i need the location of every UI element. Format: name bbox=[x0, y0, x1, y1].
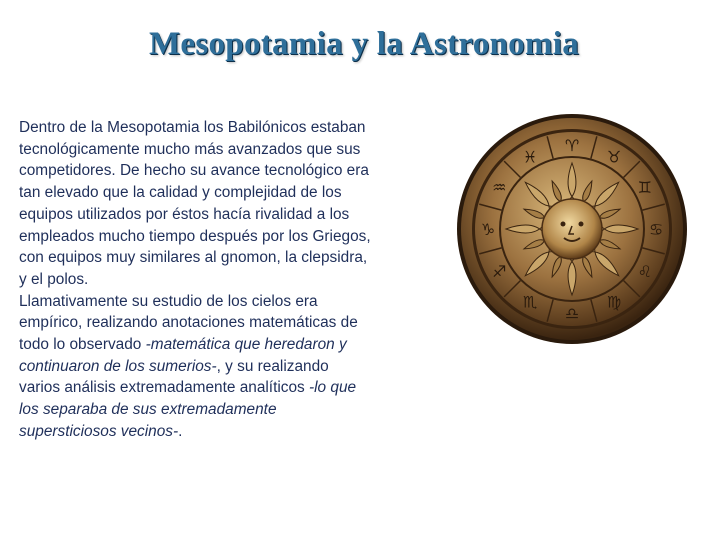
zodiac-glyph: ♋ bbox=[648, 220, 664, 239]
paragraph-2-text-b: , y su realizando varios análisis extremadamente analíticos bbox=[19, 357, 329, 397]
zodiac-glyph: ♍ bbox=[606, 292, 622, 312]
sun-face bbox=[542, 199, 602, 259]
zodiac-glyph: ♒ bbox=[492, 178, 507, 197]
zodiac-glyph: ♌ bbox=[637, 262, 652, 281]
zodiac-glyph: ♉ bbox=[606, 147, 622, 167]
paragraph-1: Dentro de la Mesopotamia los Babilónicos estaban tecnológicamente mucho más avanzados que sus competidores. De hecho su avance tecnológico era tan elevado que la calidad y complejidad de los equipos utilizados por éstos hacía rivalidad a los empleados mucho tiempo después por los Griegos, con equipos muy similares al gnomon, la clepsidra, y el polos. bbox=[19, 119, 371, 288]
zodiac-glyph: ♑ bbox=[480, 220, 496, 239]
body-text bbox=[19, 117, 371, 443]
slide-title: Mesopotamia y la Astronomia bbox=[148, 26, 580, 62]
paragraph-2 bbox=[19, 291, 371, 443]
paragraph-2-italic-1: -matemática que heredaron y continuaron de los sumerios- bbox=[19, 336, 347, 375]
zodiac-glyph: ♈ bbox=[564, 136, 580, 155]
zodiac-glyph: ♓ bbox=[522, 147, 538, 167]
zodiac-glyph: ♊ bbox=[637, 178, 652, 197]
paragraph-2-end: . bbox=[178, 422, 183, 440]
zodiac-glyph: ♐ bbox=[492, 262, 507, 281]
zodiac-medallion-image bbox=[455, 112, 690, 347]
paragraph-2-italic-2: -lo que los separaba de sus extremadamente supersticiosos vecinos- bbox=[19, 379, 357, 440]
zodiac-glyph: ♎ bbox=[564, 304, 580, 323]
paragraph-2-text-a: Llamativamente su estudio de los cielos era empírico, realizando anotaciones matemáticas de todo lo observado bbox=[19, 292, 358, 354]
zodiac-glyph: ♏ bbox=[522, 292, 538, 312]
